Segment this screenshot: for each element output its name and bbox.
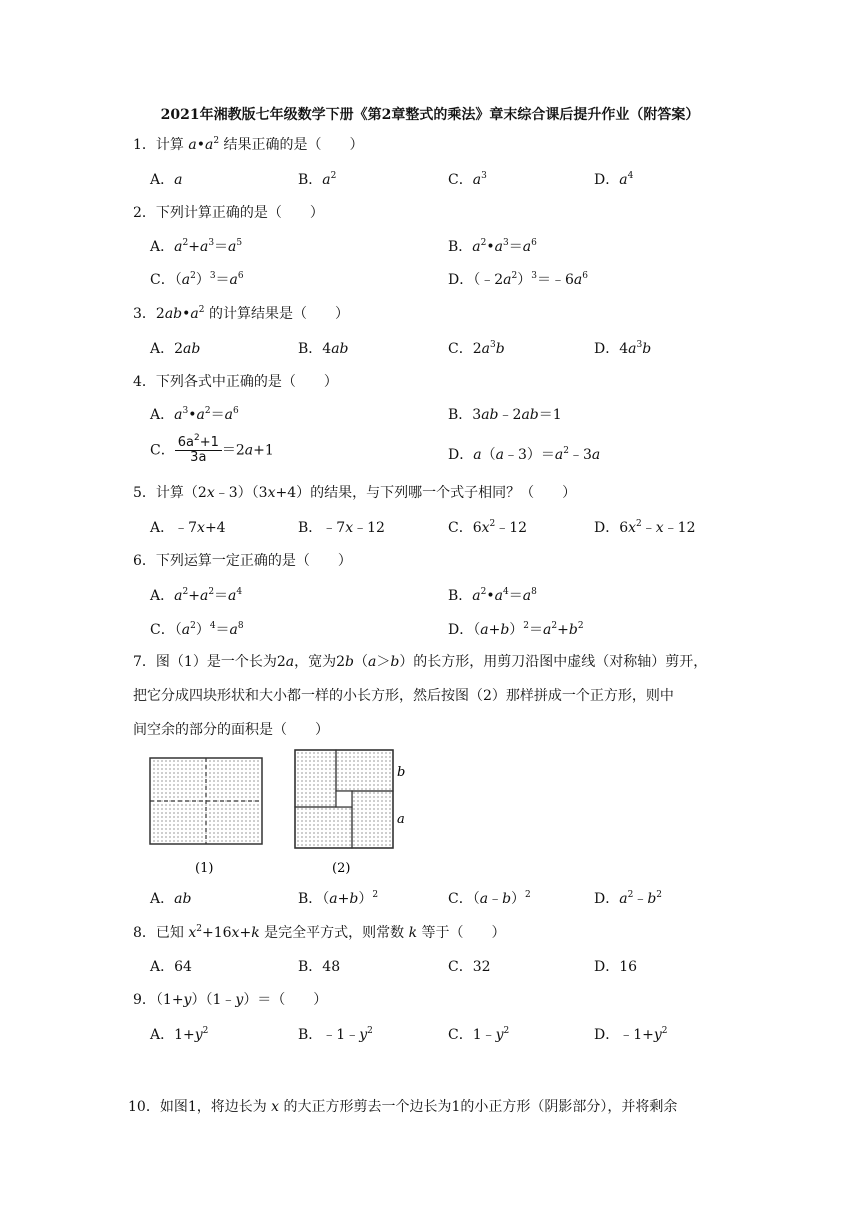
q9-option-d: D．$﹣1+y^2$ [594,1026,668,1043]
q3-option-a: A．2ab [150,341,201,357]
q7-option-b: B．$(a+b)^2$ [298,890,379,907]
q6-option-d: D．$(a+b)^2=a^2+b^2$ [448,621,584,638]
q8-option-a: A．64 [150,959,192,975]
rectangle-figures [145,748,425,878]
question-4: 4．下列各式中正确的是（ ） [133,374,338,390]
q2-option-b: B．$a^2•a^3=a^6$ [448,238,537,255]
q4-option-a: A．$a^3•a^2=a^6$ [150,406,239,423]
q8-option-c: C．32 [448,959,491,975]
q1-option-c: C．$a^3$ [448,171,487,188]
question-10: 10．如图1，将边长为 x 的大正方形剪去一个边长为1的小正方形（阴影部分），并将剩余 [128,1099,678,1115]
q5-option-a: A．﹣7x+4 [150,520,226,536]
q2-option-d: D．$(﹣2a^2)^3=﹣6a^6$ [448,271,588,288]
question-1: 1．计算 $a•a^2$ 结果正确的是（ ） [133,136,364,153]
q7-option-a: A．ab [150,891,192,907]
q3-option-c: C．$2a^3b$ [448,340,505,357]
q2-option-a: A．$a^2+a^3=a^5$ [150,238,243,255]
question-8: 8．已知 $x^2+16x+k$ 是完全平方式，则常数 k 等于（ ） [133,924,506,941]
q8-option-b: B．48 [298,959,341,975]
question-3: 3．$2ab•a^2$ 的计算结果是（ ） [133,305,349,322]
q3-option-b: B．4ab [298,341,349,357]
fraction: $\frac{6a^2+1}{3a}$ [175,436,222,465]
q5-option-b: B．﹣7x﹣12 [298,520,385,536]
q7-option-d: D．$a^2﹣b^2$ [594,890,663,907]
q1-option-b: B．$a^2$ [298,171,337,188]
q1-option-a: A．a [150,172,183,188]
question-6: 6．下列运算一定正确的是（ ） [133,553,352,569]
q5-option-c: C．$6x^2﹣12$ [448,519,528,536]
q6-option-b: B．$a^2•a^4=a^8$ [448,587,537,604]
q6-option-a: A．$a^2+a^2=a^4$ [150,587,243,604]
q5-option-d: D．$6x^2﹣x﹣12$ [594,519,696,536]
figure-2 [295,750,393,848]
q4-option-d: D．$a(a﹣3)=a^2﹣3a$ [448,446,601,463]
fig-label-a: a [397,812,405,827]
question-7: 7．图（1）是一个长为2a，宽为2b（a＞b）的长方形，用剪刀沿图中虚线（对称轴）剪开， 把它分成四块形状和大小都一样的小长方形，然后按图（2）那样拼成一个正方形，则中 间空余的部分的面积是（ ） [133,654,708,738]
q9-option-c: C．$1﹣y^2$ [448,1026,510,1043]
question-5: 5．计算（2x﹣3）（3x+4）的结果，与下列哪一个式子相同？（ ） [133,485,577,501]
question-9: 9．（1+y）（1﹣y）＝（ ） [133,992,328,1008]
q3-option-d: D．$4a^3b$ [594,340,652,357]
q4-option-b: B．3ab﹣2ab＝1 [448,407,562,423]
q2-option-c: C．$(a^2)^3=a^6$ [150,271,244,288]
q8-option-d: D．16 [594,959,638,975]
q1-option-d: D．$a^4$ [594,171,634,188]
q9-option-b: B．$﹣1﹣y^2$ [298,1026,373,1043]
q7-option-c: C．（a﹣b）$^2$ [448,890,531,907]
question-2: 2．下列计算正确的是（ ） [133,205,324,221]
q9-option-a: A．$1+y^2$ [150,1026,209,1043]
page-title: 2021年湘教版七年级数学下册《第2章整式的乘法》章末综合课后提升作业（附答案） [160,107,700,123]
q4-option-c: C． $\frac{6a^2+1}{3a}$ ＝2a+1 [150,433,274,465]
q6-option-c: C．$(a^2)^4=a^8$ [150,621,244,638]
fig-caption-2: (2) [332,861,351,876]
fig-label-b: b [397,765,406,780]
fig-caption-1: (1) [195,861,214,876]
figure-1 [150,758,262,844]
